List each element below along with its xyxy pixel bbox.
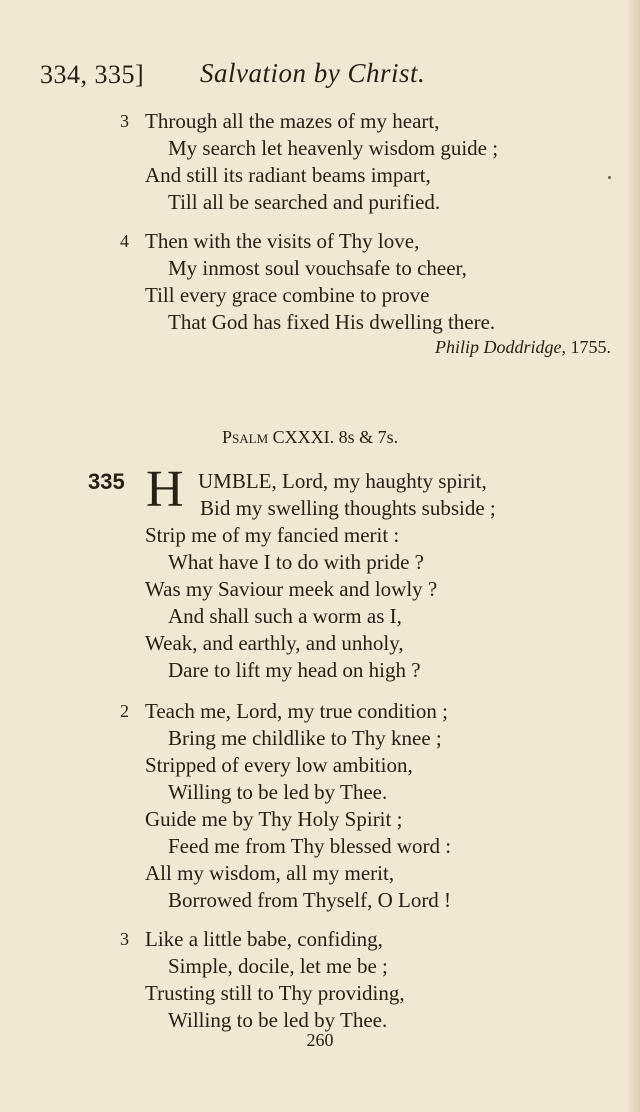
hymn-meter: 8s & 7s. xyxy=(338,427,399,447)
author-year: 1755. xyxy=(570,337,611,357)
verse-number: 2 xyxy=(120,701,129,721)
verse-line: Stripped of every low ambition, xyxy=(145,753,413,777)
verse-line: Feed me from Thy blessed word : xyxy=(168,834,452,858)
hymn-range: 334, 335] xyxy=(40,60,145,89)
page-edge-shadow xyxy=(626,0,640,1112)
verse-number: 3 xyxy=(120,111,129,131)
verse-line: And shall such a worm as I, xyxy=(168,604,402,628)
verse-line: Dare to lift my head on high ? xyxy=(168,658,421,682)
author-name: Philip Doddridge, xyxy=(435,337,566,357)
verse-line: Willing to be led by Thee. xyxy=(168,780,388,804)
print-speck xyxy=(608,176,611,179)
running-head xyxy=(40,58,600,94)
verse-line: Willing to be led by Thee. xyxy=(168,1008,388,1032)
verse-line: Trusting still to Thy providing, xyxy=(145,981,405,1005)
verse-line: Weak, and earthly, and unholy, xyxy=(145,631,404,655)
verse-line: Guide me by Thy Holy Spirit ; xyxy=(145,807,403,831)
verse-line: And still its radiant beams impart, xyxy=(145,163,431,187)
verse-line: Simple, docile, let me be ; xyxy=(168,954,388,978)
verse-line: My search let heavenly wisdom guide ; xyxy=(168,136,499,160)
verse-line: Was my Saviour meek and lowly ? xyxy=(145,577,438,601)
verse-line: Like a little babe, confiding, xyxy=(145,927,383,951)
verse-line: Teach me, Lord, my true condition ; xyxy=(145,699,448,723)
verse-line: That God has fixed His dwelling there. xyxy=(168,310,496,334)
verse-line: Till all be searched and purified. xyxy=(168,190,441,214)
page-number: 260 xyxy=(306,1030,334,1050)
verse-line: What have I to do with pride ? xyxy=(168,550,424,574)
verse-line: All my wisdom, all my merit, xyxy=(145,861,395,885)
psalm-reference: Psalm CXXXI. xyxy=(222,427,335,447)
hymn-heading xyxy=(222,425,398,449)
hymn-number: 335 xyxy=(88,469,125,494)
verse-line: My inmost soul vouchsafe to cheer, xyxy=(168,256,467,280)
verse-line: Bid my swelling thoughts subside ; xyxy=(200,496,496,520)
verse-line: Then with the visits of Thy love, xyxy=(145,229,420,253)
first-line: UMBLE, Lord, my haughty spirit, xyxy=(198,469,487,493)
verse-number: 4 xyxy=(120,231,129,251)
verse-line: Till every grace combine to prove xyxy=(145,283,430,307)
verse-line: Strip me of my fancied merit : xyxy=(145,523,400,547)
running-title: Salvation by Christ. xyxy=(200,58,426,88)
verse-line: Through all the mazes of my heart, xyxy=(145,109,440,133)
drop-cap: H xyxy=(146,461,184,518)
verse-line: Bring me childlike to Thy knee ; xyxy=(168,726,442,750)
verse-number: 3 xyxy=(120,929,129,949)
verse-line: Borrowed from Thyself, O Lord ! xyxy=(168,888,452,912)
author-attribution xyxy=(435,335,611,359)
